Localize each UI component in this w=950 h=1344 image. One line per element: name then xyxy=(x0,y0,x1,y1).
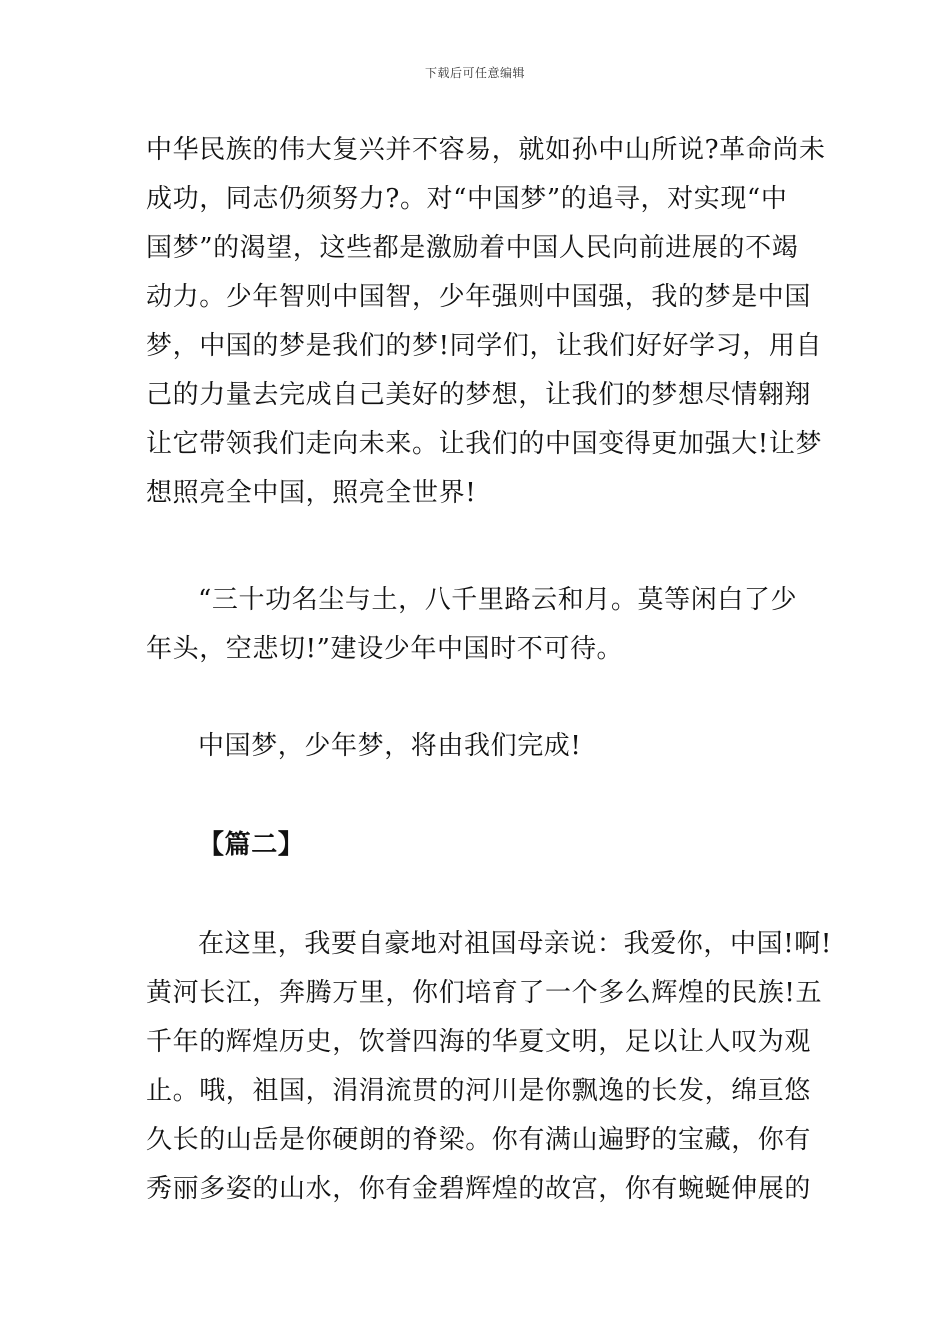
text-line: 止。哦，祖国，涓涓流贯的河川是你飘逸的长发，绵亘悠 xyxy=(146,1076,812,1106)
text-line: 年头，空悲切!”建设少年中国时不可待。 xyxy=(146,634,624,664)
text-line: “三十功名尘与土，八千里路云和月。莫等闲白了少 xyxy=(198,585,798,615)
section-heading xyxy=(146,821,818,870)
text-line: 中华民族的伟大复兴并不容易，就如孙中山所说?革命尚未 xyxy=(146,135,826,165)
text-line: 动力。少年智则中国智，少年强则中国强，我的梦是中国 xyxy=(146,282,812,312)
text-line: 己的力量去完成自己美好的梦想，让我们的梦想尽情翱翔 xyxy=(146,380,812,410)
text-line: 久长的山岳是你硬朗的脊梁。你有满山遍野的宝藏，你有 xyxy=(146,1125,812,1155)
text-line: 黄河长江，奔腾万里，你们培育了一个多么辉煌的民族!五 xyxy=(146,978,823,1008)
text-line: 千年的辉煌历史，饮誉四海的华夏文明，足以让人叹为观 xyxy=(146,1027,812,1057)
text-line: 国梦”的渴望，这些都是激励着中国人民向前进展的不竭 xyxy=(146,233,799,263)
text-line: 成功，同志仍须努力?。对“中国梦”的追寻，对实现“中 xyxy=(146,184,788,214)
section-heading-text: 【篇二】 xyxy=(198,830,305,860)
paragraph-1 xyxy=(146,126,826,518)
text-line: 在这里，我要自豪地对祖国母亲说：我爱你，中国!啊! xyxy=(198,929,832,959)
paragraph-5 xyxy=(146,920,832,1214)
page-header: 下载后可任意编辑 xyxy=(424,66,525,80)
text-line: 秀丽多姿的山水，你有金碧辉煌的故宫，你有蜿蜒伸展的 xyxy=(146,1174,812,1204)
text-line: 梦，中国的梦是我们的梦!同学们，让我们好好学习，用自 xyxy=(146,331,823,361)
text-line: 中国梦，少年梦，将由我们完成! xyxy=(198,731,582,761)
text-line: 让它带领我们走向未来。让我们的中国变得更加强大!让梦 xyxy=(146,429,823,459)
paragraph-3 xyxy=(146,722,818,771)
text-line: 想照亮全中国，照亮全世界! xyxy=(146,478,477,508)
paragraph-2 xyxy=(146,576,818,674)
